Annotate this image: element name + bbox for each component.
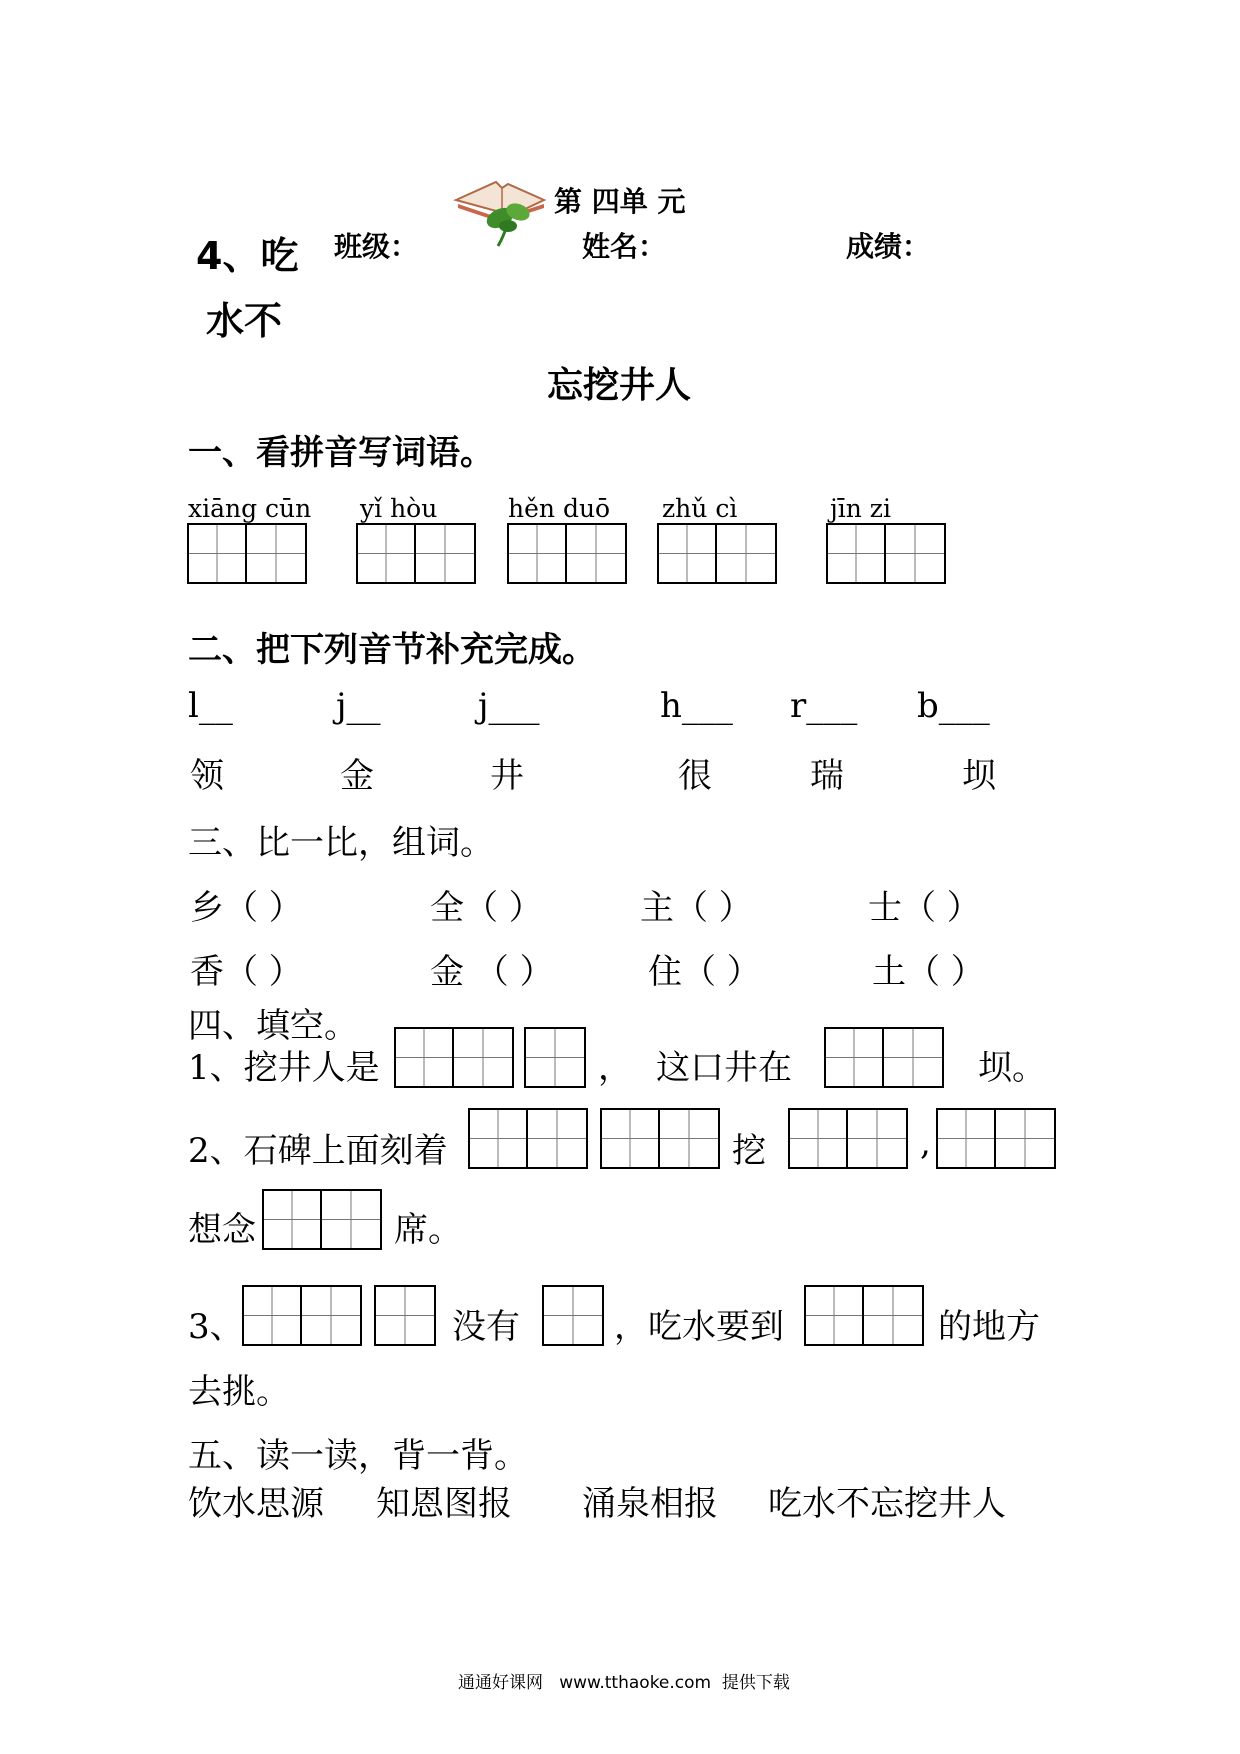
pinyin-4: zhǔ cì <box>662 494 738 523</box>
section1-title: 一、看拼音写词语。 <box>188 433 494 473</box>
fill-q1-comma: ， <box>598 1048 632 1088</box>
section4-title: 四、填空。 <box>188 1006 358 1046</box>
fill-q3-text: 没有 <box>452 1307 520 1347</box>
compare-word[interactable]: 士（ ） <box>868 888 981 928</box>
idiom: 饮水思源 <box>188 1484 324 1524</box>
syllable-blank[interactable]: j__ <box>336 686 381 726</box>
writing-box[interactable] <box>507 523 627 584</box>
writing-box[interactable] <box>356 523 476 584</box>
fill-q2-text2: 想念 <box>188 1210 256 1250</box>
writing-box[interactable] <box>824 1027 944 1088</box>
score-label: 成绩： <box>846 230 931 263</box>
syllable-char: 金 <box>340 756 374 796</box>
syllable-char: 瑞 <box>810 756 844 796</box>
lesson-number: 4、吃 <box>196 234 299 278</box>
fill-q2-text: 2、石碑上面刻着 <box>188 1131 448 1171</box>
lesson-title: 忘挖井人 <box>547 365 692 406</box>
pinyin-5: jīn zi <box>830 494 891 523</box>
compare-word[interactable]: 主（ ） <box>640 888 753 928</box>
pinyin-2: yǐ hòu <box>360 494 438 523</box>
fill-q2-end: 席。 <box>394 1210 462 1250</box>
writing-box[interactable] <box>242 1285 362 1346</box>
writing-box[interactable] <box>600 1108 720 1169</box>
writing-box[interactable] <box>657 523 777 584</box>
class-label: 班级： <box>334 230 419 263</box>
writing-box[interactable] <box>542 1285 604 1346</box>
syllable-char: 井 <box>490 756 524 796</box>
name-label: 姓名： <box>582 230 667 263</box>
section2-title: 二、把下列音节补充完成。 <box>188 630 596 670</box>
writing-box[interactable] <box>826 523 946 584</box>
compare-word[interactable]: 住（ ） <box>648 952 761 992</box>
fill-q2-comma: , <box>920 1123 931 1163</box>
writing-box[interactable] <box>262 1189 382 1250</box>
fill-q1-text2: 这口井在 <box>656 1048 792 1088</box>
compare-word[interactable]: 香（ ） <box>190 952 303 992</box>
book-leaf-icon <box>452 160 552 252</box>
fill-q3-text2: ，吃水要到 <box>614 1307 784 1347</box>
section5-title: 五、读一读，背一背。 <box>188 1436 528 1476</box>
idiom: 知恩图报 <box>376 1484 512 1524</box>
syllable-blank[interactable]: j___ <box>478 686 540 726</box>
lesson-title-continued: 水不 <box>206 299 283 343</box>
fill-q1-text: 1、挖井人是 <box>188 1048 380 1088</box>
fill-q1-end: 坝。 <box>978 1048 1046 1088</box>
syllable-char: 很 <box>678 756 712 796</box>
syllable-blank[interactable]: b___ <box>917 686 990 726</box>
unit-title: 第 四单 元 <box>554 185 686 218</box>
pinyin-1: xiāng cūn <box>188 494 312 523</box>
writing-box[interactable] <box>804 1285 924 1346</box>
writing-box[interactable] <box>524 1027 586 1088</box>
compare-word[interactable]: 乡（ ） <box>190 888 303 928</box>
writing-box[interactable] <box>187 523 307 584</box>
footer-text: 通通好课网 www.tthaoke.com 提供下载 <box>458 1673 790 1693</box>
compare-word[interactable]: 金 （ ） <box>430 952 554 992</box>
fill-q2-dig: 挖 <box>732 1131 766 1171</box>
section3-title: 三、比一比，组词。 <box>188 823 494 863</box>
writing-box[interactable] <box>788 1108 908 1169</box>
syllable-blank[interactable]: h___ <box>660 686 733 726</box>
pinyin-3: hěn duō <box>508 494 611 523</box>
compare-word[interactable]: 土（ ） <box>872 952 985 992</box>
syllable-char: 领 <box>190 756 224 796</box>
fill-q3-text3: 的地方 <box>938 1307 1040 1347</box>
idiom: 涌泉相报 <box>582 1484 718 1524</box>
writing-box[interactable] <box>394 1027 514 1088</box>
fill-q3-end: 去挑。 <box>188 1372 290 1412</box>
writing-box[interactable] <box>468 1108 588 1169</box>
syllable-blank[interactable]: l__ <box>188 686 233 726</box>
fill-q3-num: 3、 <box>188 1307 244 1347</box>
compare-word[interactable]: 全（ ） <box>430 888 543 928</box>
idiom: 吃水不忘挖井人 <box>768 1484 1006 1524</box>
writing-box[interactable] <box>936 1108 1056 1169</box>
syllable-blank[interactable]: r___ <box>790 686 858 726</box>
syllable-char: 坝 <box>962 756 996 796</box>
writing-box[interactable] <box>374 1285 436 1346</box>
